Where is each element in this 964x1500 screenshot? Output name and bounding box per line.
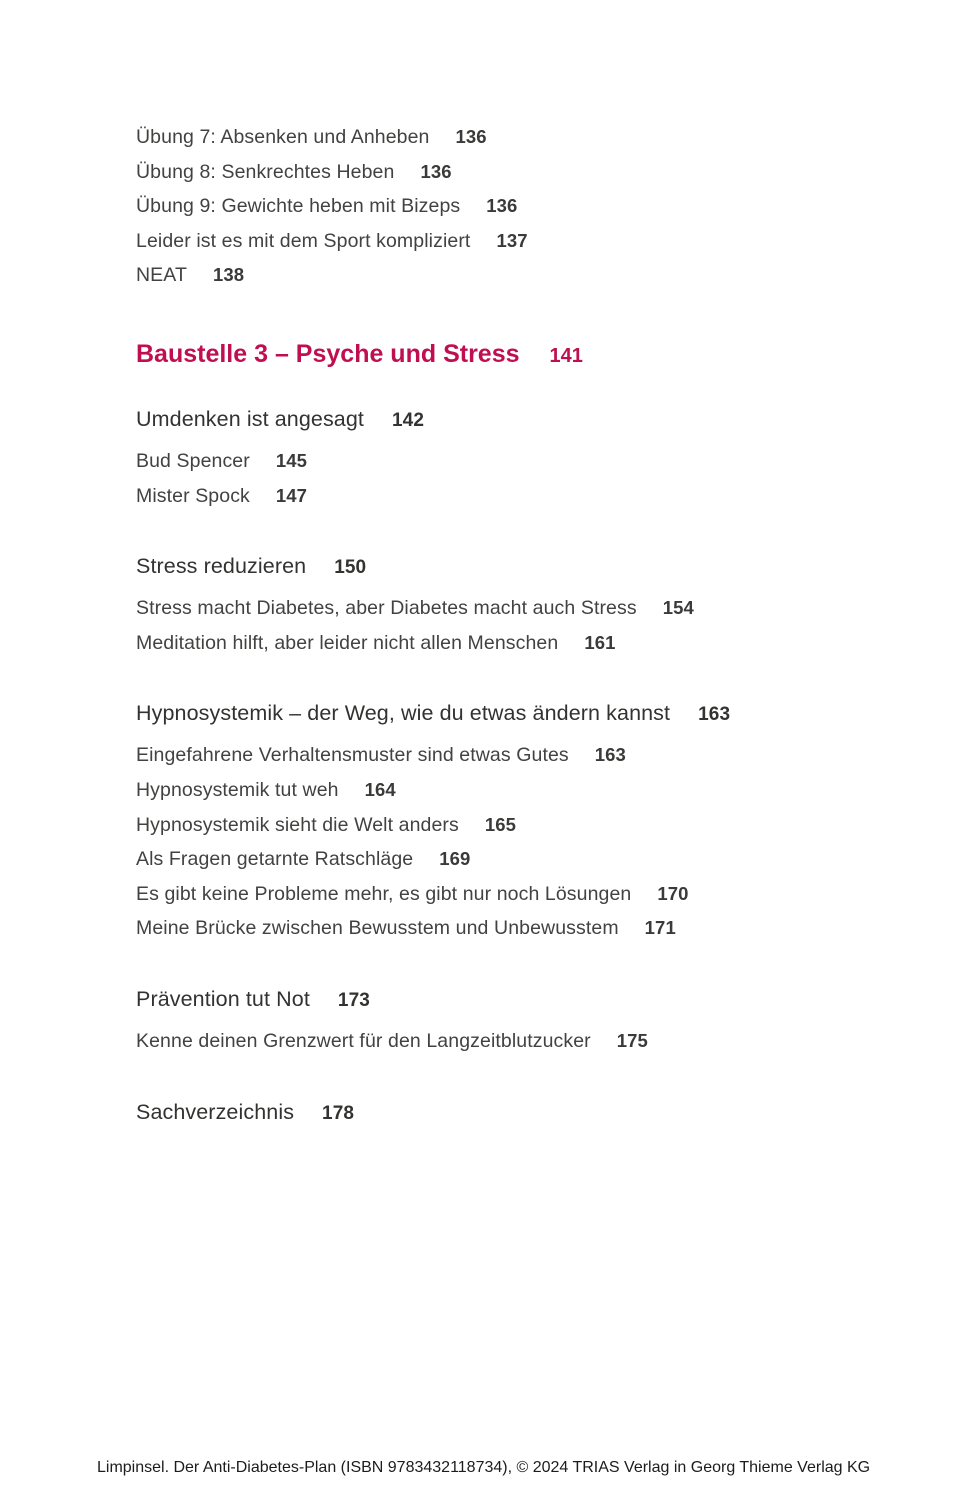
- toc-entry: [136, 738, 894, 773]
- toc-group: [136, 979, 894, 1059]
- toc-entry-label: Als Fragen getarnte Ratschläge: [136, 848, 414, 871]
- toc-subheading-label: Stress reduzieren: [136, 554, 307, 579]
- toc-entry-page: 154: [662, 597, 694, 619]
- toc-entry-page: 171: [644, 917, 676, 939]
- toc-subheading: [136, 1092, 894, 1134]
- toc-entry-label: Stress macht Diabetes, aber Diabetes macht auch Stress: [136, 597, 637, 620]
- chapter-page: 141: [549, 344, 583, 367]
- toc-entry: [136, 877, 894, 912]
- toc-entry: [136, 444, 894, 479]
- toc-entry-page: 145: [275, 449, 308, 471]
- toc-subheading: [136, 546, 894, 588]
- toc-entry-label: Kenne deinen Grenzwert für den Langzeitblutzucker: [136, 1029, 591, 1052]
- toc-pre-items: [136, 120, 894, 293]
- toc-entry-label: Übung 7: Absenken und Anheben: [136, 126, 430, 148]
- toc-group-items: [136, 738, 894, 946]
- toc-content: [136, 120, 894, 1134]
- footer-imprint: Limpinsel. Der Anti-Diabetes-Plan (ISBN 9783432118734), © 2024 TRIAS Verlag in Georg Thieme Verlag KG: [97, 1459, 871, 1476]
- toc-entry-label: Übung 9: Gewichte heben mit Bizeps: [136, 195, 461, 218]
- toc-entry-label: Bud Spencer: [136, 449, 250, 472]
- toc-group: [136, 1092, 894, 1134]
- toc-entry-page: 165: [484, 813, 517, 835]
- chapter-title: Baustelle 3 – Psyche und Stress: [136, 339, 520, 368]
- chapter-heading: [136, 334, 894, 376]
- toc-entry-label: Hypnosystemik tut weh: [136, 778, 339, 801]
- toc-group: [136, 693, 894, 946]
- toc-entry: [136, 591, 894, 626]
- toc-entry-page: 137: [496, 229, 528, 251]
- toc-subheading-page: 173: [337, 989, 370, 1011]
- toc-entry-page: 175: [616, 1029, 648, 1051]
- toc-entry-label: Mister Spock: [136, 484, 250, 507]
- toc-entry-label: Meine Brücke zwischen Bewusstem und Unbewusstem: [136, 917, 619, 940]
- toc-group: [136, 546, 894, 660]
- toc-entry: [136, 911, 894, 946]
- toc-entry: [136, 120, 894, 155]
- toc-entry: [136, 155, 894, 190]
- toc-entry-page: 164: [364, 778, 396, 800]
- toc-entry: [136, 842, 894, 877]
- toc-entry-page: 136: [420, 160, 452, 182]
- toc-entry-label: Leider ist es mit dem Sport kompliziert: [136, 229, 471, 252]
- toc-subheading-page: 178: [322, 1102, 355, 1124]
- toc-entry-page: 138: [212, 264, 245, 286]
- toc-entry-page: 169: [439, 848, 471, 870]
- toc-group-items: [136, 444, 894, 513]
- toc-subheading-page: 142: [392, 409, 425, 431]
- toc-entry-label: Eingefahrene Verhaltensmuster sind etwas Gutes: [136, 744, 569, 767]
- toc-entry: [136, 626, 894, 661]
- toc-group-items: [136, 591, 894, 660]
- toc-entry-label: Übung 8: Senkrechtes Heben: [136, 160, 395, 183]
- toc-entry: [136, 1024, 894, 1059]
- toc-entry-label: Meditation hilft, aber leider nicht allen Menschen: [136, 631, 559, 654]
- toc-entry-label: NEAT: [136, 264, 187, 287]
- toc-subheading: [136, 399, 894, 441]
- toc-entry: [136, 258, 894, 293]
- toc-subheading-label: Sachverzeichnis: [136, 1099, 295, 1124]
- toc-subheading: [136, 979, 894, 1021]
- toc-entry-label: Hypnosystemik sieht die Welt anders: [136, 813, 459, 836]
- toc-entry: [136, 479, 894, 514]
- toc-entry-page: 163: [594, 744, 626, 766]
- toc-subheading-label: Umdenken ist angesagt: [136, 406, 364, 431]
- toc-entry-page: 161: [584, 631, 616, 653]
- toc-subheading-label: Hypnosystemik – der Weg, wie du etwas ändern kannst: [136, 701, 671, 726]
- toc-entry-page: 147: [275, 484, 308, 506]
- toc-subheading-page: 150: [334, 557, 367, 579]
- toc-entry-label: Es gibt keine Probleme mehr, es gibt nur noch Lösungen: [136, 882, 632, 905]
- toc-entry: [136, 224, 894, 259]
- toc-entry: [136, 189, 894, 224]
- toc-subheading-page: 163: [698, 704, 731, 726]
- toc-entry: [136, 773, 894, 808]
- toc-subheading-label: Prävention tut Not: [136, 986, 310, 1011]
- toc-subheading: [136, 693, 894, 735]
- toc-entry-page: 136: [486, 195, 518, 217]
- toc-entry: [136, 808, 894, 843]
- toc-entry-page: 136: [455, 126, 487, 147]
- toc-group: [136, 399, 894, 513]
- toc-entry-page: 170: [657, 882, 689, 904]
- toc-group-items: [136, 1024, 894, 1059]
